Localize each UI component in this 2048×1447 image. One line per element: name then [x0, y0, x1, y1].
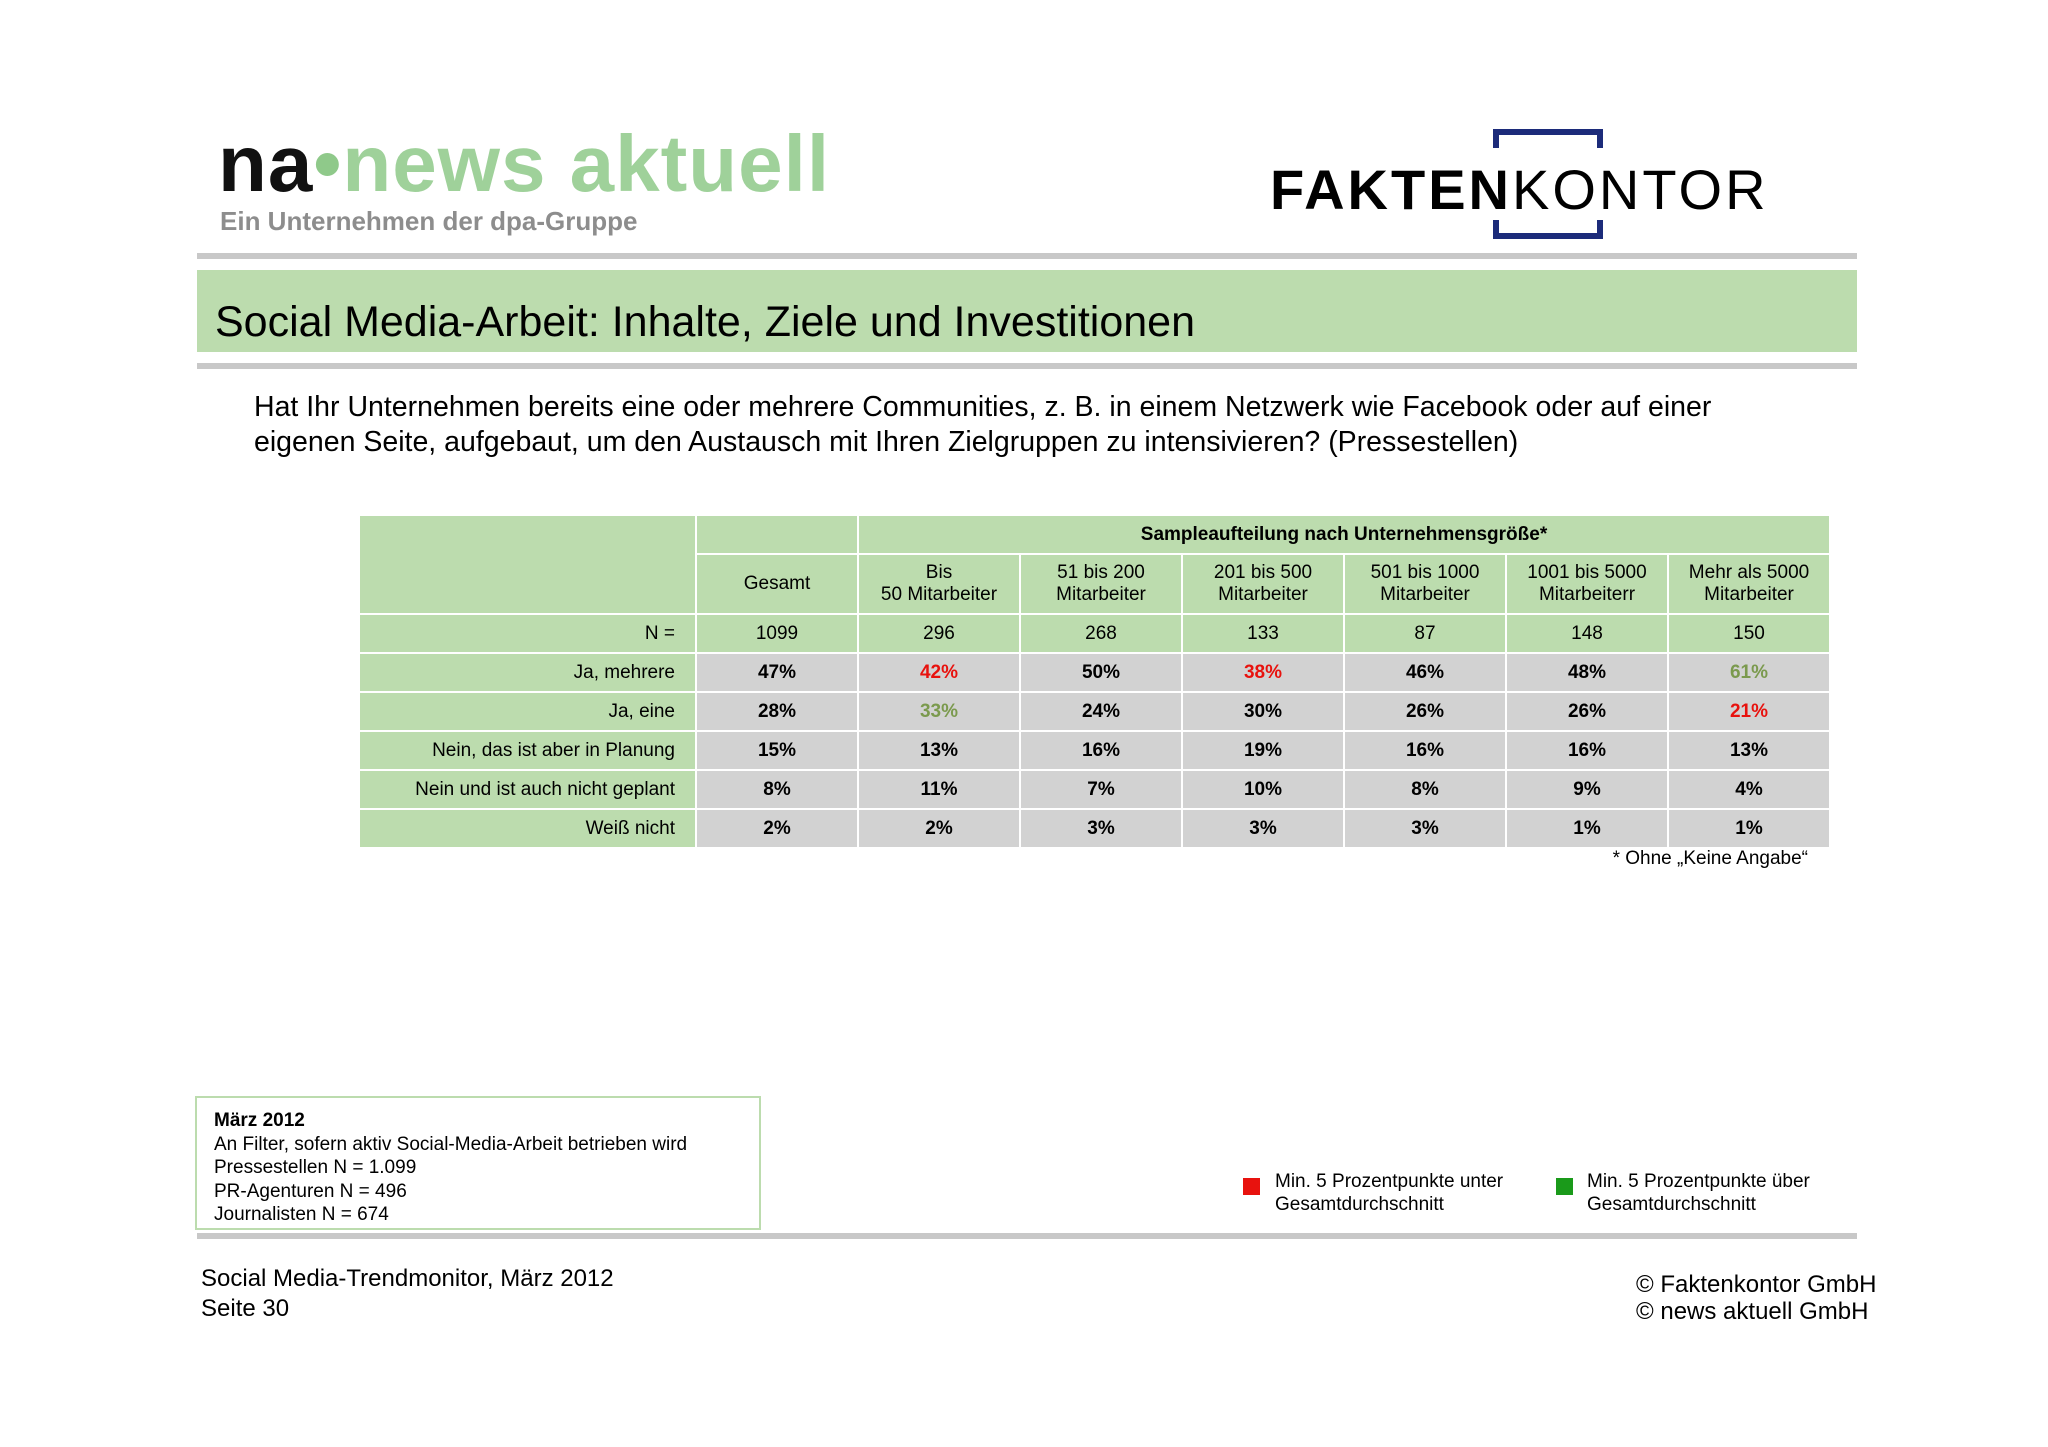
info-date: März 2012: [214, 1110, 305, 1131]
table-cell: 2%: [696, 809, 858, 848]
table-cell: 15%: [696, 731, 858, 770]
table-cell: 16%: [1020, 731, 1182, 770]
info-line: Pressestellen N = 1.099: [214, 1157, 417, 1178]
column-header: Bis 50 Mitarbeiter: [858, 554, 1020, 614]
table-cell: 11%: [858, 770, 1020, 809]
table-cell: 19%: [1182, 731, 1344, 770]
table-corner-gesamt: [696, 515, 858, 554]
column-header: 51 bis 200 Mitarbeiter: [1020, 554, 1182, 614]
title-divider: [197, 363, 1857, 369]
info-line: An Filter, sofern aktiv Social-Media-Arbeit betrieben wird: [214, 1133, 688, 1155]
table-cell: 3%: [1020, 809, 1182, 848]
table-cell: 16%: [1344, 731, 1506, 770]
logo-fakten-text: FAKTEN: [1270, 158, 1512, 221]
footer-divider: [197, 1233, 1857, 1239]
group-header-row: [359, 515, 1830, 554]
row-label: Nein und ist auch nicht geplant: [359, 770, 696, 809]
page-title: Social Media-Arbeit: Inhalte, Ziele und Investitionen: [215, 298, 1195, 346]
table-cell: 61%: [1668, 653, 1830, 692]
table-cell: 26%: [1506, 692, 1668, 731]
table-cell: 42%: [858, 653, 1020, 692]
column-header: 501 bis 1000 Mitarbeiter: [1344, 554, 1506, 614]
n-row: [359, 614, 1830, 653]
column-header: Mehr als 5000 Mitarbeiter: [1668, 554, 1830, 614]
table-cell: 9%: [1506, 770, 1668, 809]
footer-page: Seite 30: [201, 1295, 290, 1322]
footer-copyright-2: © news aktuell GmbH: [1636, 1298, 1869, 1325]
legend-above-text: Min. 5 Prozentpunkte über Gesamtdurchschnitt: [1587, 1171, 1810, 1215]
footer-copyright-1: © Faktenkontor GmbH: [1636, 1271, 1877, 1298]
logo-na-text: na: [218, 119, 314, 208]
info-line: PR-Agenturen N = 496: [214, 1180, 407, 1202]
table-cell: 47%: [696, 653, 858, 692]
info-line: Journalisten N = 674: [214, 1204, 389, 1225]
legend-below-text: Min. 5 Prozentpunkte unter Gesamtdurchschnitt: [1275, 1171, 1504, 1215]
group-header: Sampleaufteilung nach Unternehmensgröße*: [858, 515, 1830, 554]
n-value: 1099: [696, 614, 858, 653]
info-box: [195, 1096, 761, 1230]
table-cell: 33%: [858, 692, 1020, 731]
table-row: [359, 692, 1830, 731]
table-cell: 8%: [1344, 770, 1506, 809]
n-label: N =: [359, 614, 696, 653]
row-label: Weiß nicht: [359, 809, 696, 848]
survey-question: Hat Ihr Unternehmen bereits eine oder mehrere Communities, z. B. in einem Netzwerk wie Facebook oder auf einer eigenen Seite, aufgebaut, um den Austausch mit Ihren Zielgruppen zu intensivieren? (Pressestellen): [254, 391, 1712, 458]
logo-dot-icon: •: [313, 119, 343, 208]
table-cell: 3%: [1182, 809, 1344, 848]
legend-green-square-icon: [1556, 1178, 1573, 1195]
header-divider: [197, 253, 1857, 259]
logo-news-text: news aktuell: [342, 119, 831, 208]
table-cell: 50%: [1020, 653, 1182, 692]
table-cell: 24%: [1020, 692, 1182, 731]
table-cell: 26%: [1344, 692, 1506, 731]
row-label: Nein, das ist aber in Planung: [359, 731, 696, 770]
logo-kontor-text: KONTOR: [1512, 158, 1769, 221]
table-cell: 3%: [1344, 809, 1506, 848]
table-cell: 1%: [1506, 809, 1668, 848]
table-cell: 1%: [1668, 809, 1830, 848]
row-label: Ja, eine: [359, 692, 696, 731]
table-row: [359, 809, 1830, 848]
logo-tagline: Ein Unternehmen der dpa-Gruppe: [220, 206, 638, 236]
table-cell: 30%: [1182, 692, 1344, 731]
faktenkontor-logo: [1270, 125, 1830, 245]
footnote: * Ohne „Keine Angabe“: [1612, 848, 1808, 869]
n-value: 296: [858, 614, 1020, 653]
table-cell: 13%: [1668, 731, 1830, 770]
n-value: 268: [1020, 614, 1182, 653]
table-cell: 16%: [1506, 731, 1668, 770]
table-cell: 7%: [1020, 770, 1182, 809]
table-cell: 38%: [1182, 653, 1344, 692]
title-band: [197, 270, 1857, 352]
table-cell: 4%: [1668, 770, 1830, 809]
results-table: [358, 514, 1831, 849]
table-cell: 48%: [1506, 653, 1668, 692]
n-value: 150: [1668, 614, 1830, 653]
column-header: Gesamt: [696, 554, 858, 614]
footer-source: Social Media-Trendmonitor, März 2012: [201, 1265, 614, 1292]
row-label: Ja, mehrere: [359, 653, 696, 692]
column-header: 201 bis 500 Mitarbeiter: [1182, 554, 1344, 614]
table-cell: 2%: [858, 809, 1020, 848]
n-value: 148: [1506, 614, 1668, 653]
news-aktuell-logo: [218, 118, 831, 248]
table-cell: 21%: [1668, 692, 1830, 731]
table-cell: 8%: [696, 770, 858, 809]
table-cell: 46%: [1344, 653, 1506, 692]
table-cell: 28%: [696, 692, 858, 731]
legend-red-square-icon: [1243, 1178, 1260, 1195]
table-corner: [359, 515, 696, 614]
n-value: 133: [1182, 614, 1344, 653]
table-row: [359, 653, 1830, 692]
table-cell: 13%: [858, 731, 1020, 770]
column-header: 1001 bis 5000 Mitarbeiterr: [1506, 554, 1668, 614]
table-cell: 10%: [1182, 770, 1344, 809]
table-row: [359, 770, 1830, 809]
table-row: [359, 731, 1830, 770]
n-value: 87: [1344, 614, 1506, 653]
